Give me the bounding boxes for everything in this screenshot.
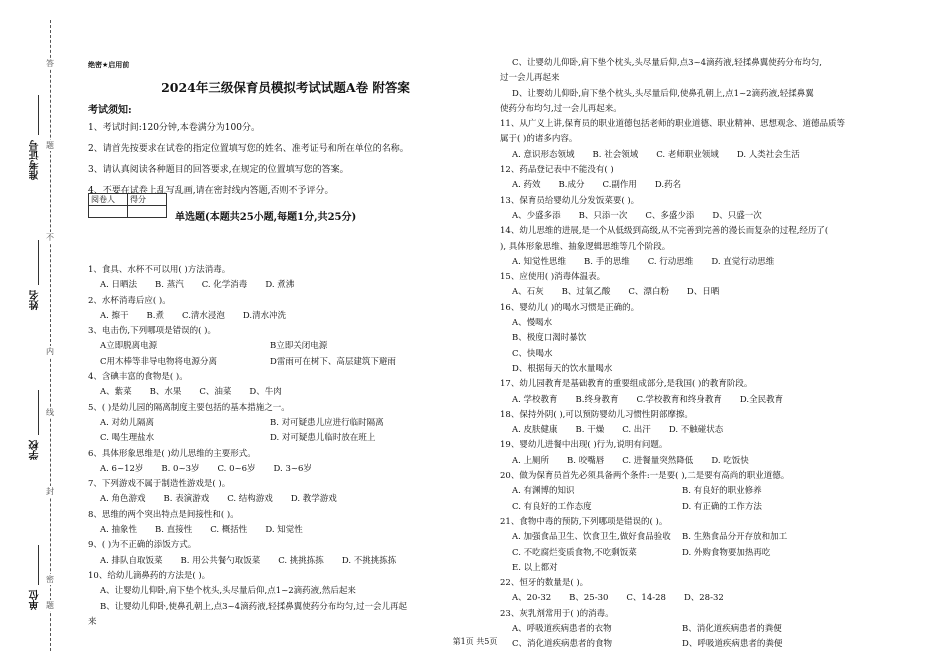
- option[interactable]: D、牛肉: [249, 387, 282, 398]
- option[interactable]: A、20-32: [512, 593, 552, 604]
- option[interactable]: D. 对可疑患儿临时放在班上: [270, 433, 376, 444]
- question-stem: 16、婴幼儿( )的喝水习惯是正确的。: [500, 302, 640, 313]
- question-stem: 3、电击伤,下列哪项是错误的( )。: [88, 326, 216, 337]
- option[interactable]: B. 咬嘴唇: [567, 455, 605, 466]
- option[interactable]: C、多盛少添: [645, 210, 695, 221]
- question: [88, 508, 488, 539]
- question: [88, 294, 488, 325]
- option[interactable]: D、只盛一次: [712, 210, 762, 221]
- option[interactable]: B. 0~3岁: [161, 463, 200, 474]
- option[interactable]: B. 用公共餐勺取饭菜: [180, 555, 261, 566]
- option-line: B、让婴幼儿仰卧,使鼻孔朝上,点3~4滴药液,轻揉鼻翼使药分布均匀,过一会儿再起: [100, 601, 407, 612]
- option[interactable]: C. 挑挑拣拣: [278, 555, 324, 566]
- option-row: [500, 393, 920, 408]
- option[interactable]: C. 有良好的工作态度: [512, 501, 592, 512]
- option[interactable]: B、只添一次: [578, 210, 628, 221]
- option[interactable]: C. 出汗: [622, 425, 651, 436]
- option-row: [500, 255, 920, 270]
- reviewer-cell[interactable]: [89, 206, 128, 218]
- option[interactable]: D.清水冲洗: [242, 310, 287, 321]
- option[interactable]: B. 社会领域: [592, 149, 639, 160]
- option[interactable]: D雷雨可在树下、高层建筑下避雨: [270, 356, 396, 367]
- question-stem: 15、应使用( )消毒体温表。: [500, 272, 606, 283]
- score-table: [88, 193, 167, 218]
- seal-char: 封: [46, 487, 54, 496]
- option[interactable]: A. 有渊博的知识: [512, 486, 575, 497]
- option[interactable]: A. 擦干: [100, 310, 129, 321]
- seal-char: 内: [46, 347, 54, 356]
- option-row: [88, 385, 488, 400]
- question: [500, 438, 920, 469]
- option[interactable]: C、消化道疾病患者的食物: [512, 639, 613, 650]
- option[interactable]: C. 概括性: [210, 525, 248, 536]
- option[interactable]: D. 3~6岁: [273, 463, 312, 474]
- option[interactable]: C. 喝生理盐水: [100, 433, 155, 444]
- option[interactable]: A. 排队自取饭菜: [100, 555, 163, 566]
- option-line: D、让婴幼儿仰卧,肩下垫个枕头,头尽量后仰,使鼻孔朝上,点1~2滴药液,轻揉鼻翼: [512, 88, 814, 99]
- option-row: [88, 309, 488, 324]
- question-stem: 12、药品登记表中不能没有( ): [500, 165, 614, 176]
- question: [88, 569, 488, 630]
- option-row: [500, 178, 920, 193]
- option[interactable]: C、漂白粉: [628, 287, 669, 298]
- option-grid: [88, 339, 488, 370]
- option[interactable]: C. 进餐量突然降低: [622, 455, 694, 466]
- question-stem-cont: ), 具体形象思维、抽象逻辑思维等几个阶段。: [500, 241, 671, 252]
- option[interactable]: B立即关闭电源: [270, 341, 328, 352]
- question: [88, 447, 488, 478]
- option[interactable]: C用木棒等非导电物将电源分离: [100, 356, 218, 367]
- option-line: C、让婴幼儿仰卧,肩下垫个枕头,头尽量后仰,点3~4滴药液,轻揉鼻翼使药分布均匀,: [512, 58, 822, 68]
- option-line: 来: [88, 616, 97, 627]
- option[interactable]: A. 学校教育: [512, 394, 558, 405]
- option[interactable]: B、过氧乙酸: [561, 287, 611, 298]
- option-row: [88, 278, 488, 293]
- option[interactable]: D. 不挑挑拣拣: [341, 555, 397, 566]
- option[interactable]: D. 人类社会生活: [736, 149, 800, 160]
- question: [500, 194, 920, 225]
- option[interactable]: B、25-30: [569, 593, 609, 604]
- option[interactable]: C、油菜: [199, 387, 232, 398]
- option[interactable]: B. 蒸汽: [155, 280, 184, 291]
- notice-item: 4、不要在试卷上乱写乱画,请在密封线内答题,否则不予评分。: [88, 186, 334, 196]
- option[interactable]: C.学校教育和终身教育: [636, 394, 722, 405]
- option-line: A、慢喝水: [512, 318, 553, 329]
- option-row: [500, 591, 920, 606]
- option[interactable]: A. 角色游戏: [100, 494, 146, 505]
- question: [500, 163, 920, 194]
- option[interactable]: C. 老师职业领域: [656, 149, 719, 160]
- option[interactable]: B. 干燥: [575, 425, 605, 436]
- option-grid: [500, 484, 920, 515]
- option[interactable]: C.副作用: [602, 180, 637, 191]
- question: [88, 324, 488, 370]
- option[interactable]: B. 手的思维: [584, 256, 630, 267]
- question-stem: 5、( )是幼儿园的隔离制度主要包括的基本措施之一。: [88, 402, 290, 413]
- exam-title: 2024年三级保育员模拟考试试题A卷 附答案: [161, 80, 410, 95]
- option[interactable]: C. 0~6岁: [217, 463, 256, 474]
- option[interactable]: A. 知觉性思维: [512, 256, 567, 267]
- question: [88, 263, 488, 294]
- option[interactable]: B.成分: [558, 180, 585, 191]
- question: [500, 515, 920, 576]
- binding-strip: [0, 0, 60, 671]
- question-stem: 21、食物中毒的预防,下列哪项是错误的( )。: [500, 516, 668, 527]
- option[interactable]: D.全民教育: [739, 394, 784, 405]
- question: [500, 469, 920, 515]
- seal-char: 题: [46, 601, 54, 610]
- option[interactable]: D. 外购食物要加热再吃: [682, 547, 771, 558]
- option[interactable]: D. 吃饭快: [711, 455, 749, 466]
- question-stem: 17、幼儿园教育是基础教育的重要组成部分,是我国( )的教育阶段。: [500, 379, 753, 390]
- option[interactable]: D. 直觉行动思维: [711, 256, 775, 267]
- option-line: 过一会儿再起来: [500, 73, 560, 84]
- option[interactable]: A. 日晒法: [100, 280, 138, 291]
- question-stem: 20、做为保育员首先必须具备两个条件:一是要( ),二是要有高尚的职业道德。: [500, 471, 790, 482]
- option[interactable]: B. 生熟食品分开存放和加工: [682, 532, 788, 543]
- question: [88, 370, 488, 401]
- option[interactable]: A. 药效: [512, 180, 541, 191]
- notice-item: 1、考试时间:120分钟,本卷满分为100分。: [88, 123, 260, 133]
- question-stem: 19、婴幼儿进餐中出现( )行为,说明有问题。: [500, 440, 668, 451]
- option-line: B、极度口渴时暴饮: [512, 333, 587, 344]
- right-question-list: [500, 56, 920, 653]
- question: [500, 301, 920, 377]
- option[interactable]: A、呼吸道疾病患者的衣物: [512, 623, 612, 634]
- option[interactable]: A立即脱离电源: [100, 341, 158, 352]
- question-stem: 7、下列游戏不属于制造性游戏是( )。: [88, 479, 231, 490]
- option[interactable]: B、消化道疾病患者的粪便: [682, 623, 782, 634]
- option[interactable]: B.煮: [146, 310, 164, 321]
- question: [500, 270, 920, 301]
- option-row: [88, 523, 488, 538]
- option[interactable]: E. 以上都对: [512, 562, 558, 573]
- question: [88, 477, 488, 508]
- question: [500, 224, 920, 270]
- seal-char: 线: [46, 408, 54, 417]
- question-stem: 23、灰乳剂常用于( )的消毒。: [500, 608, 614, 619]
- option[interactable]: D. 知觉性: [265, 525, 303, 536]
- question-stem: 8、思维的两个突出特点是间接性和( )。: [88, 509, 239, 520]
- notice-item: 2、请首先按要求在试卷的指定位置填写您的姓名、准考证号和所在单位的名称。: [88, 144, 409, 154]
- option[interactable]: C. 不吃腐烂变质食物,不吃剩饭菜: [512, 547, 637, 558]
- option[interactable]: A、少盛多添: [512, 210, 561, 221]
- option[interactable]: D. 煮沸: [265, 280, 295, 291]
- option[interactable]: A. 皮肤健康: [512, 425, 558, 436]
- exam-id-label: 准考证号: [30, 140, 41, 180]
- option[interactable]: D. 不触碰状态: [668, 425, 724, 436]
- seal-char: 题: [46, 141, 54, 150]
- option[interactable]: D、呼吸道疾病患者的粪便: [682, 639, 783, 650]
- notice-heading: 考试须知:: [88, 105, 132, 116]
- option[interactable]: B. 直接性: [155, 525, 193, 536]
- question-stem: 1、食具、水杯不可以用( )方法消毒。: [88, 265, 231, 275]
- question: [500, 408, 920, 439]
- question-stem: 2、水杯消毒后应( )。: [88, 295, 171, 306]
- seal-char: 密: [46, 575, 54, 584]
- question-stem: 18、保持外阴( ),可以预防婴幼儿习惯性阴部摩擦。: [500, 409, 693, 420]
- option[interactable]: A、石灰: [512, 287, 544, 298]
- option[interactable]: A. 6~12岁: [100, 463, 144, 474]
- name-underline[interactable]: [38, 240, 39, 285]
- name-label: 姓名: [30, 290, 41, 310]
- question: [500, 56, 920, 117]
- question-stem-cont: 属于( )的诸多内容。: [500, 134, 578, 145]
- option[interactable]: B.终身教育: [575, 394, 619, 405]
- option[interactable]: B. 对可疑患儿应进行临时隔离: [270, 417, 384, 428]
- option[interactable]: C. 化学消毒: [201, 280, 248, 291]
- school-underline[interactable]: [38, 390, 39, 435]
- question: [88, 401, 488, 447]
- question-stem: 13、保育员给婴幼儿分发饭菜要( )。: [500, 195, 640, 206]
- question: [500, 377, 920, 408]
- option-grid: [88, 416, 488, 447]
- question-stem: 22、恒牙的数量是( )。: [500, 578, 589, 589]
- notice-list: [88, 118, 488, 202]
- secret-mark: 绝密★启用前: [88, 61, 130, 69]
- option[interactable]: D. 教学游戏: [290, 494, 337, 505]
- option-row: [88, 554, 488, 569]
- question-stem: 9、( )为不正确的添饭方式。: [88, 540, 197, 551]
- option[interactable]: D、28-32: [683, 593, 724, 604]
- option[interactable]: C. 行动思维: [647, 256, 694, 267]
- option[interactable]: A、紫菜: [100, 387, 132, 398]
- reviewer-header: 阅卷人: [89, 194, 128, 206]
- option-row: [500, 209, 920, 224]
- question-stem: 6、具体形象思维是( )幼儿思维的主要形式。: [88, 448, 256, 459]
- notice-item: 3、请认真阅读各种题目的回答要求,在规定的位置填写您的答案。: [88, 165, 349, 175]
- option[interactable]: A. 上厕所: [512, 455, 550, 466]
- option-row: [88, 492, 488, 507]
- option[interactable]: A. 抽象性: [100, 525, 138, 536]
- option-row: [500, 285, 920, 300]
- score-cell[interactable]: [128, 206, 167, 218]
- seal-char: 答: [46, 59, 54, 68]
- option-line: 使药分布均匀,过一会儿再起来。: [500, 103, 622, 114]
- option-row: [500, 148, 920, 163]
- seal-dashed-line: [50, 20, 51, 651]
- option-line: C、快喝水: [512, 348, 553, 359]
- option-line: D、根据每天的饮水量喝水: [512, 363, 613, 374]
- school-label: 学校: [30, 440, 41, 460]
- question: [88, 538, 488, 569]
- option[interactable]: A. 意识形态领域: [512, 149, 575, 160]
- option[interactable]: D. 有正确的工作方法: [682, 501, 762, 512]
- score-header: 得分: [128, 194, 167, 206]
- unit-label: 单位: [30, 590, 41, 610]
- question: [500, 117, 920, 163]
- unit-underline[interactable]: [38, 545, 39, 585]
- question-stem: 11、从广义上讲,保育员的职业道德包括老师的职业道德、职业精神、思想观念、道德品质等: [500, 119, 846, 130]
- option-grid: [500, 530, 920, 561]
- question-stem: 10、给幼儿滴鼻药的方法是( )。: [88, 570, 211, 581]
- option-row: [88, 462, 488, 477]
- option[interactable]: A. 加强食品卫生、饮食卫生,做好食品验收: [512, 532, 671, 543]
- option-line: A、让婴幼儿仰卧,肩下垫个枕头,头尽量后仰,点1~2滴药液,然后起来: [100, 586, 356, 597]
- option-row: [500, 454, 920, 469]
- option[interactable]: A. 对幼儿隔离: [100, 417, 155, 428]
- option[interactable]: D.药名: [654, 180, 682, 191]
- question-stem: 14、幼儿思维的进展,是一个从低级到高级,从不完善到完善的漫长而复杂的过程,经历了(: [500, 226, 829, 237]
- page-footer: 第1页 共5页: [452, 637, 498, 646]
- question-stem: 4、含碘丰富的食物是( )。: [88, 372, 188, 383]
- option-row: [500, 423, 920, 438]
- seal-char: 不: [46, 233, 54, 242]
- option[interactable]: B. 表演游戏: [163, 494, 210, 505]
- option[interactable]: B、水果: [149, 387, 182, 398]
- option[interactable]: C. 结构游戏: [227, 494, 273, 505]
- question: [500, 576, 920, 607]
- option[interactable]: B. 有良好的职业修养: [682, 486, 762, 497]
- option[interactable]: D、日晒: [686, 287, 720, 298]
- option[interactable]: C、14-28: [626, 593, 666, 604]
- exam-id-underline[interactable]: [38, 95, 39, 135]
- section-heading: 单选题(本题共25小题,每题1分,共25分): [175, 212, 357, 223]
- left-question-list: [88, 263, 488, 630]
- option[interactable]: C.清水浸泡: [182, 310, 225, 321]
